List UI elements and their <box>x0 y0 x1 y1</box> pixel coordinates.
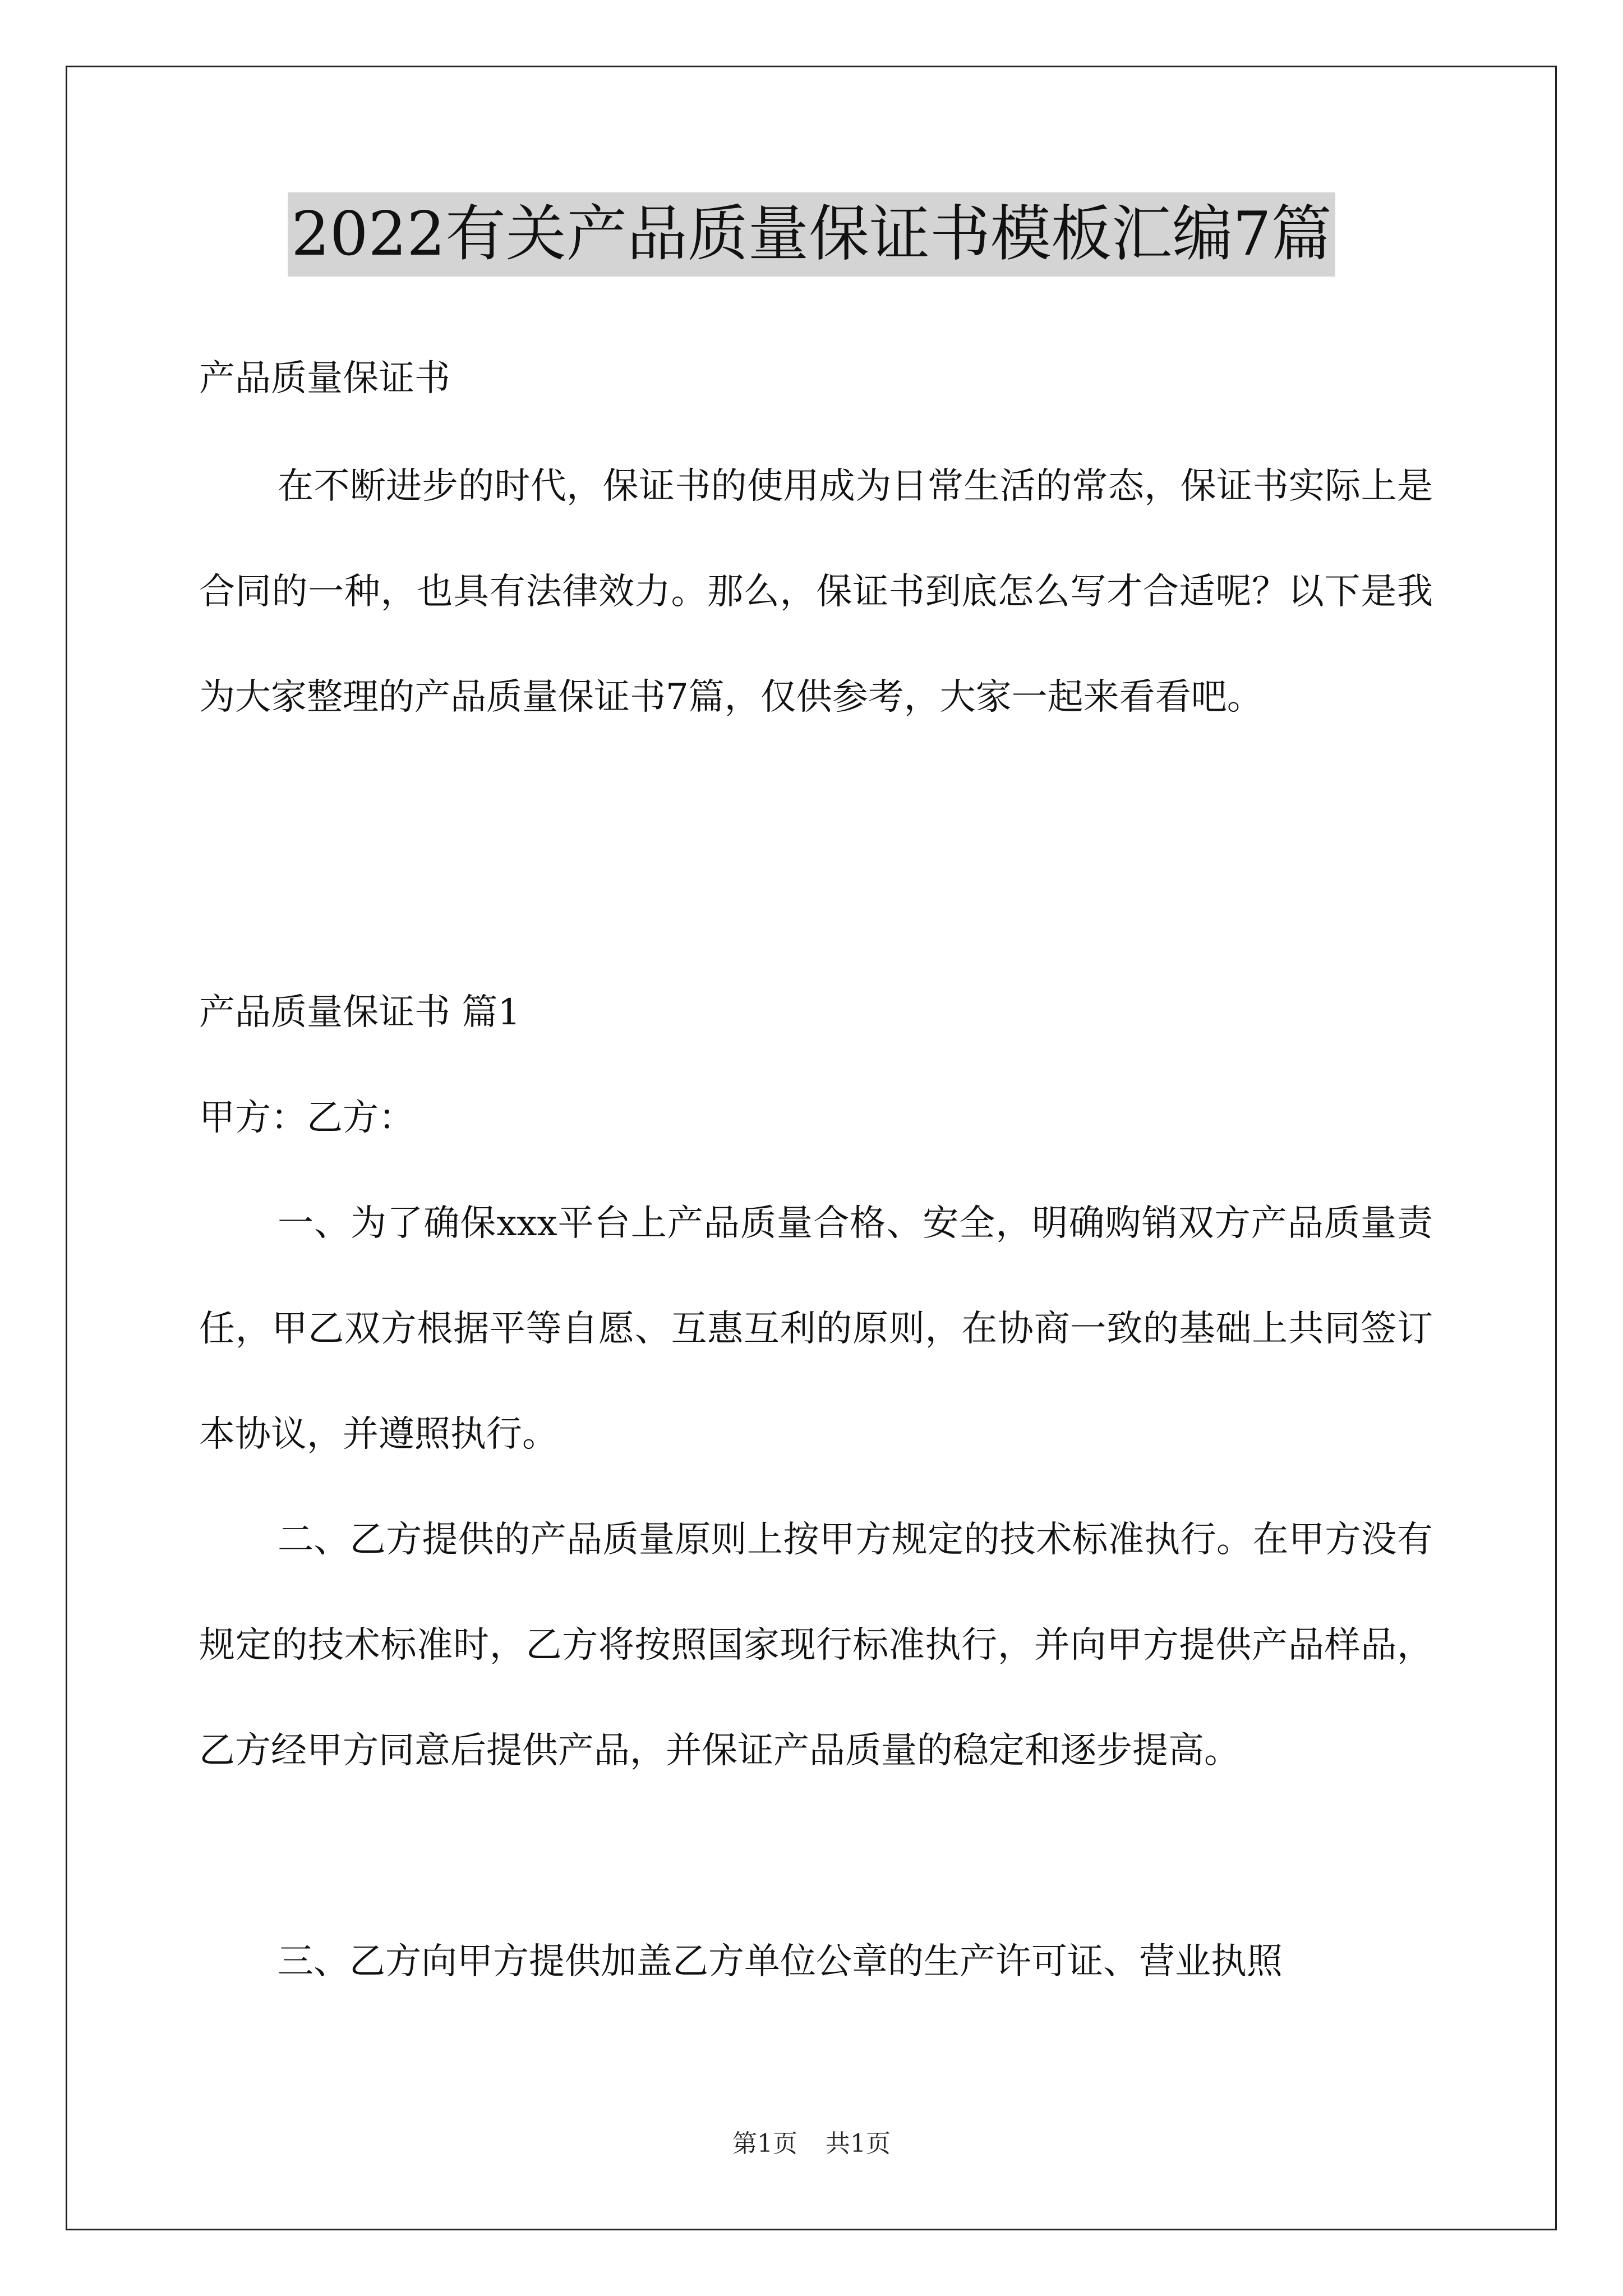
clause-1: 一、为了确保xxx平台上产品质量合格、安全，明确购销双方产品质量责任，甲乙双方根据平等自愿、互惠互利的原则，在协商一致的基础上共同签订本协议，并遵照执行。 <box>199 1203 1433 1455</box>
page-number: 第1页 <box>732 2129 797 2158</box>
page-total: 共1页 <box>826 2129 891 2158</box>
page-footer <box>0 2127 1623 2161</box>
intro-paragraph: 在不断进步的时代，保证书的使用成为日常生活的常态，保证书实际上是合同的一种，也具有法律效力。那么，保证书到底怎么写才合适呢？以下是我为大家整理的产品质量保证书7篇，仅供参考，大家一起来看看吧。 <box>199 466 1433 718</box>
section-heading: 产品质量保证书 <box>199 358 450 399</box>
document-title: 2022有关产品质量保证书模板汇编7篇 <box>288 192 1335 277</box>
parties-line: 甲方：乙方： <box>199 1097 414 1139</box>
title-container <box>0 192 1623 277</box>
clause-2: 二、乙方提供的产品质量原则上按甲方规定的技术标准执行。在甲方没有规定的技术标准时，乙方将按照国家现行标准执行，并向甲方提供产品样品，乙方经甲方同意后提供产品，并保证产品质量的稳定和逐步提高。 <box>199 1519 1433 1772</box>
article-heading: 产品质量保证书 篇1 <box>199 992 521 1033</box>
clause-3: 三、乙方向甲方提供加盖乙方单位公章的生产许可证、营业执照 <box>278 1941 1283 1982</box>
